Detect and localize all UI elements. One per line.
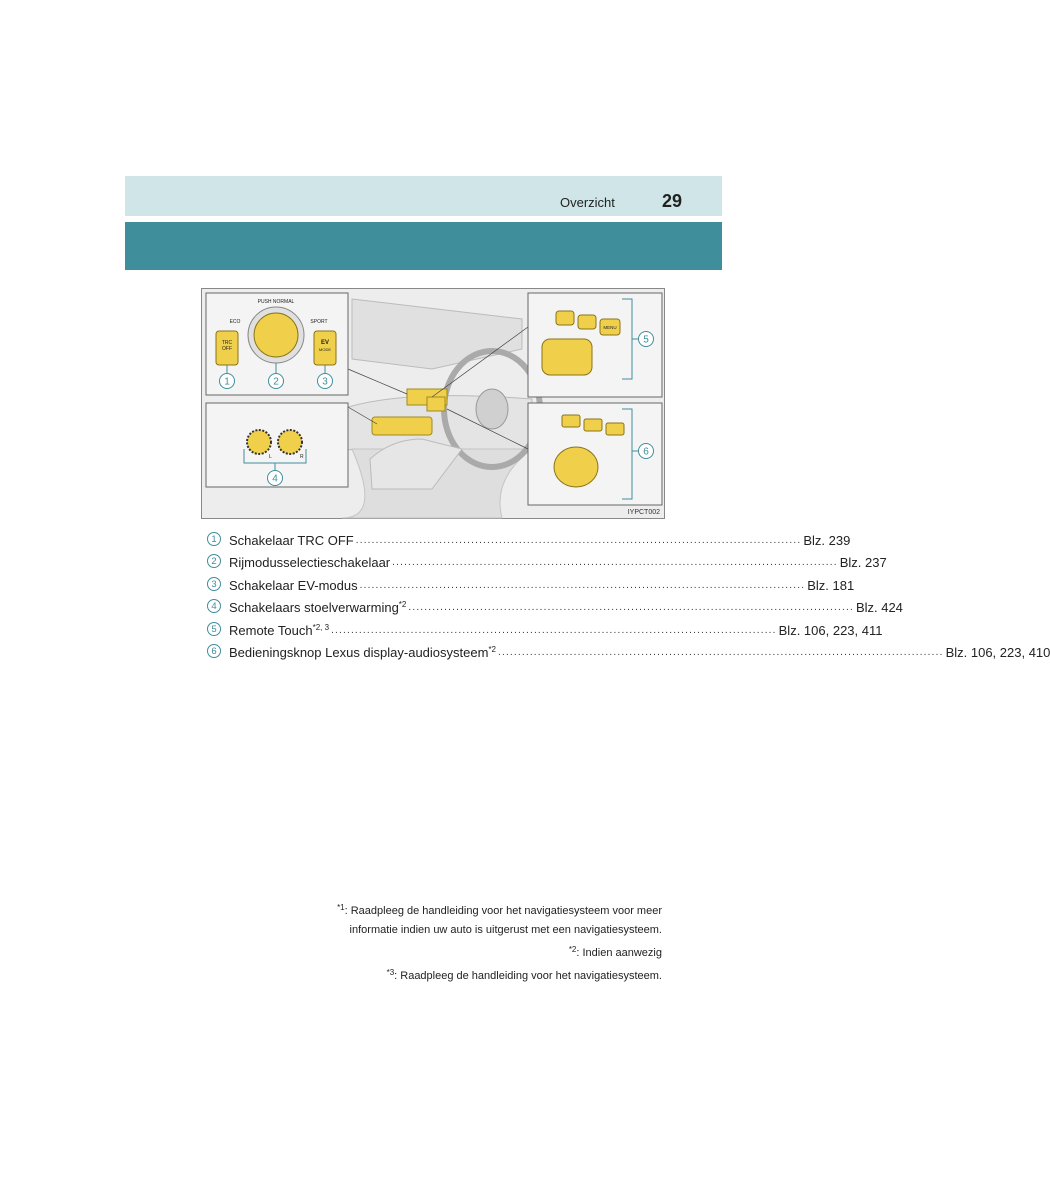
item-footnote-mark: *2 [398,600,407,609]
callout-3 [318,374,333,389]
item-label: Schakelaars stoelverwarming$^{*2}$ [229,600,407,615]
list-item [207,638,1050,661]
footnotes [242,898,662,986]
footnote-2: $^{*2}$: Indien aanwezig [568,945,662,959]
dashboard-illustration [201,288,665,519]
item-label: Remote Touch$^{*2, 3}$ [229,622,330,638]
svg-text:L: L [269,454,272,460]
figure-code: IYPCT002 [627,509,660,516]
item-number: 5 [207,622,221,636]
list-item [207,548,887,571]
svg-text:1: 1 [224,376,230,388]
svg-text:3: 3 [322,376,328,388]
svg-text:PUSH NORMAL: PUSH NORMAL [257,299,295,305]
svg-text:2: 2 [273,376,279,388]
legend-list [207,525,1050,660]
leader-dots: ................................................................................................................ [408,602,854,613]
callout-2 [269,374,284,389]
callout-6 [639,444,654,459]
svg-text:4: 4 [272,473,278,485]
svg-text:EV: EV [320,340,330,346]
callout-layer [202,289,664,518]
callout-5 [639,332,654,347]
item-number: 2 [207,554,221,568]
item-page-ref: Blz. 424 [855,600,903,615]
list-item [207,525,851,548]
leader-dots: ................................................................................................................ [359,579,806,591]
section-title: Overzicht [560,195,615,210]
callout-4 [268,471,283,486]
header-band-light [125,176,722,216]
item-label: Schakelaar TRC OFF [229,532,354,548]
list-item [207,593,903,616]
item-page-ref: Blz. 181 [807,577,855,593]
leader-dots: ................................................................................................................ [392,557,838,568]
leader-dots: ................................................................................................................ [355,534,802,546]
item-page-ref: Blz. 237 [839,555,887,570]
item-page-ref: Blz. 239 [803,532,851,548]
callout-1 [220,374,235,389]
svg-text:5: 5 [643,334,649,346]
svg-text:SPORT: SPORT [310,319,328,325]
item-footnote-mark: *2 [488,645,496,654]
svg-text:TRC: TRC [221,340,233,346]
svg-text:MODE: MODE [319,347,331,352]
page-number: 29 [662,191,683,211]
svg-text:R: R [300,454,304,460]
svg-text:OFF: OFF [222,346,232,352]
item-label: Schakelaar EV-modus [229,577,358,593]
item-label: Rijmodusselectieschakelaar [229,555,391,570]
item-footnote-mark: *2, 3 [312,622,330,632]
leader-dots: ................................................................................................................ [498,647,944,658]
svg-text:ECO: ECO [229,319,241,325]
item-number: 1 [207,532,221,546]
item-page-ref: Blz. 106, 223, 410 [945,645,1050,660]
item-page-ref: Blz. 106, 223, 411 [778,622,883,638]
list-item [207,570,855,593]
svg-text:6: 6 [643,446,649,458]
leader-dots: ................................................................................................................ [331,624,777,636]
list-item [207,615,883,638]
footnote-1: $^{*1}$: Raadpleeg de handleiding voor het navigatiesysteem voor meer [337,903,662,917]
svg-text:MENU: MENU [603,325,617,330]
header-band-dark [125,222,722,270]
footnote-3: $^{*3}$: Raadpleeg de handleiding voor het navigatiesysteem. [386,968,662,982]
item-label: Bedieningsknop Lexus display-audiosysteem$^{*2}$ [229,645,496,660]
item-number: 4 [207,599,221,613]
item-number: 3 [207,577,221,591]
footnote-1-continued: informatie indien uw auto is uitgerust met een navigatiesysteem. [349,924,662,936]
item-number: 6 [207,644,221,658]
